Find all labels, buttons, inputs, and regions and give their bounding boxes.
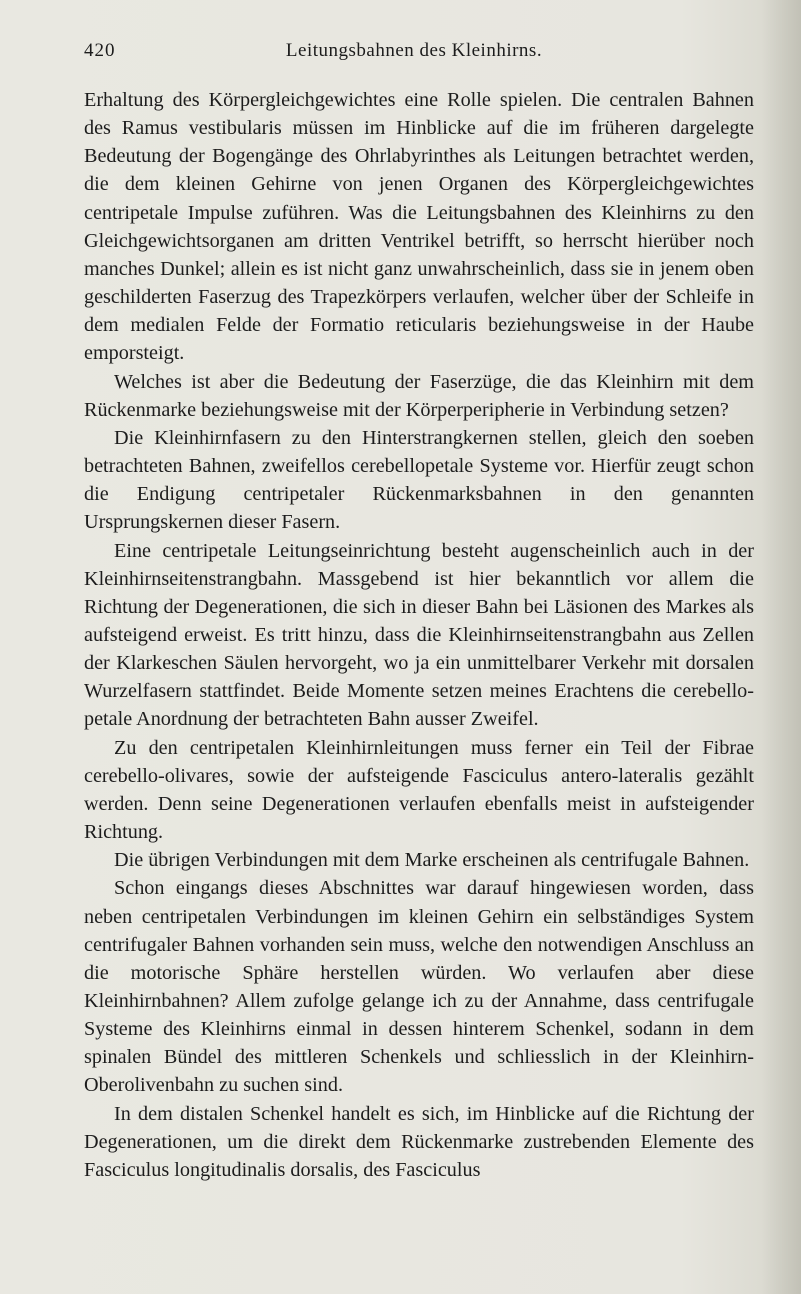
page-header [84,40,744,66]
paragraph-1: Erhaltung des Körpergleichgewichtes eine Rolle spielen. Die centralen Bahnen des Ramus vestibularis müssen im Hinblicke auf die im früheren dargelegte Bedeutung der Bogengänge des Ohrlabyrinthes als Leitungen betrachtet werden, die dem kleinen Gehirne von jenen Organen des Körpergleichgewichtes centripetale Impulse zuführen. Was die Leitungsbahnen des Kleinhirns zu den Gleichgewichtsorganen am dritten Ventrikel betrifft, so herrscht hierüber noch manches Dunkel; allein es ist nicht ganz unwahrscheinlich, dass sie in jenem oben geschilderten Faserzug des Trapezkörpers verlaufen, welcher über der Schleife in dem medialen Felde der Formatio reticularis beziehungsweise in der Haube emporsteigt. [84,89,754,365]
page-number: 420 [84,40,116,61]
paragraph-2: Welches ist aber die Bedeutung der Faserzüge, die das Kleinhirn mit dem Rückenmarke beziehungsweise mit der Körperperipherie in Verbindung setzen? [84,370,754,421]
page-edge-shadow [761,0,801,1294]
paragraph-7: Schon eingangs dieses Abschnittes war darauf hingewiesen worden, dass neben centripetalen Verbindungen im kleinen Gehirn ein selbständiges System centrifugaler Bahnen vorhanden sein muss, welche den notwendigen Anschluss an die motorische Sphäre herstellen würden. Wo verlaufen aber diese Kleinhirnbahnen? Allem zufolge gelange ich zu der Annahme, dass centrifugale Systeme des Kleinhirns einmal in dessen hinterem Schenkel, sodann in dem spinalen Bündel des mittleren Schenkels und schliesslich in der Kleinhirn-Oberolivenbahn zu suchen sind. [84,877,754,1097]
body-text [84,86,754,1184]
paragraph-6: Die übrigen Verbindungen mit dem Marke erscheinen als centrifugale Bahnen. [114,849,750,872]
paragraph-8: In dem distalen Schenkel handelt es sich, im Hinblicke auf die Richtung der Degenerationen, um die direkt dem Rückenmarke zustrebenden Elemente des Fasciculus longitudinalis dorsalis, des Fasciculus [84,1102,754,1181]
paragraph-3: Die Kleinhirnfasern zu den Hinterstrangkernen stellen, gleich den soeben betrachteten Bahnen, zweifellos cerebellopetale Systeme vor. Hierfür zeugt schon die Endigung centripetaler Rückenmarksbahnen in den genannten Ursprungskernen dieser Fasern. [84,426,754,534]
paragraph-4: Eine centripetale Leitungseinrichtung besteht augenscheinlich auch in der Kleinhirnseitenstrangbahn. Massgebend ist hier bekanntlich vor allem die Richtung der Degenerationen, die sich in dieser Bahn bei Läsionen des Markes als aufsteigend erweist. Es tritt hinzu, dass die Kleinhirnseitenstrangbahn aus Zellen der Klarkeschen Säulen hervorgeht, wo ja ein unmittelbarer Verkehr mit dorsalen Wurzelfasern stattfindet. Beide Momente setzen meines Erachtens die cerebello-petale Anordnung der betrachteten Bahn ausser Zweifel. [84,539,754,731]
paragraph-5: Zu den centripetalen Kleinhirnleitungen muss ferner ein Teil der Fibrae cerebello-olivares, sowie der aufsteigende Fasciculus antero-lateralis gezählt werden. Denn seine Degenerationen verlaufen ebenfalls meist in aufsteigender Richtung. [84,736,754,844]
running-title: Leitungsbahnen des Kleinhirns. [285,40,543,61]
